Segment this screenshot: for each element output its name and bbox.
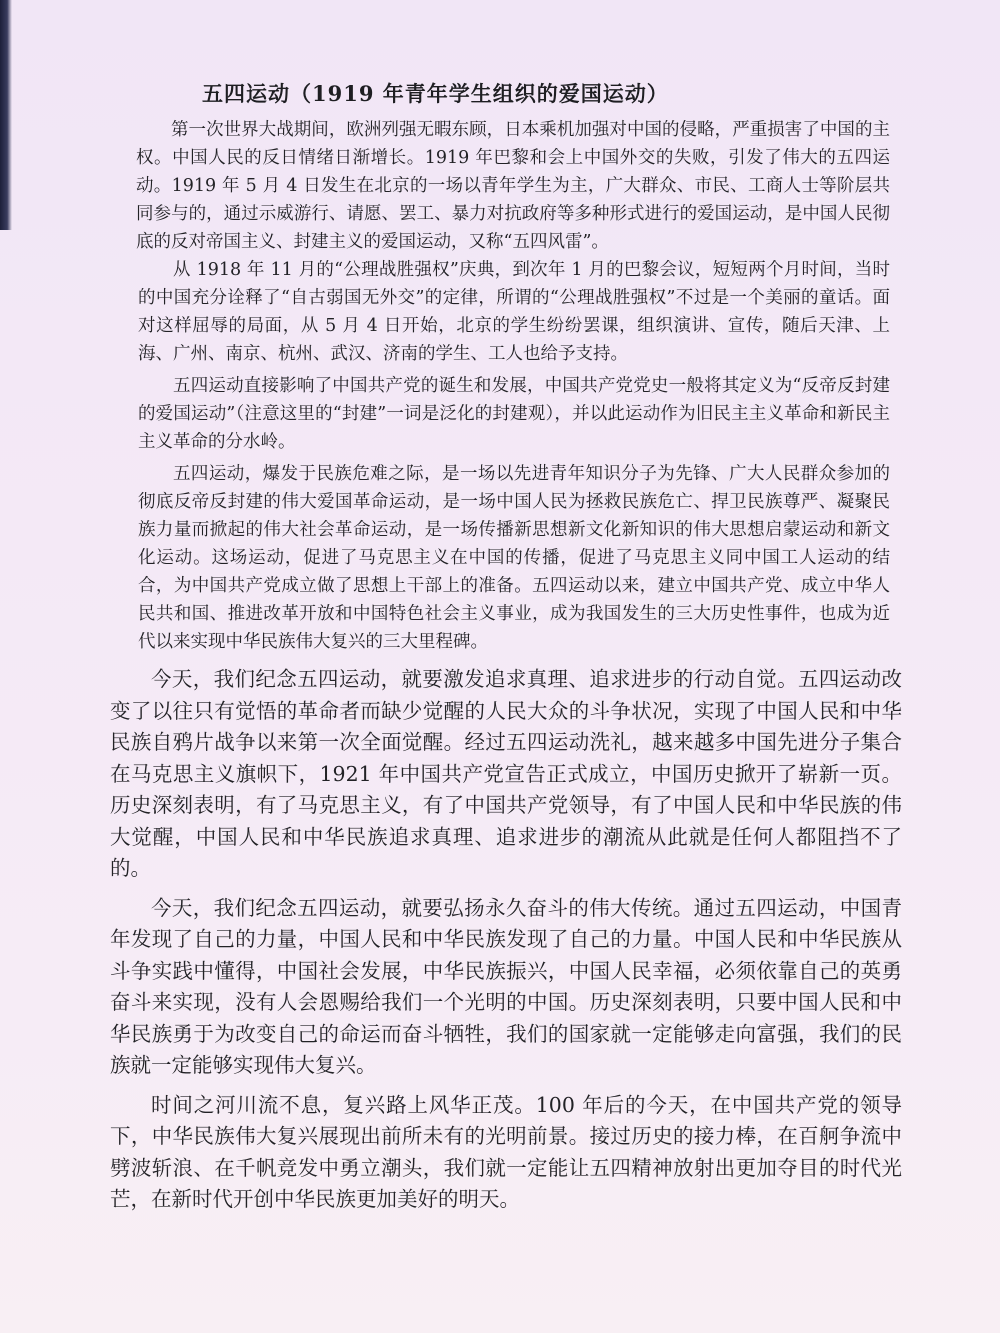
paragraph-5: 今天，我们纪念五四运动，就要激发追求真理、追求进步的行动自觉。五四运动改变了以往只有觉悟的革命者而缺少觉醒的人民大众的斗争状况，实现了中国人民和中华民族自鸦片战争以来第一次全面觉醒。经过五四运动洗礼，越来越多中国先进分子集合在马克思主义旗帜下，1921 年中国共产党宣告正式成立，中国历史掀开了崭新一页。历史深刻表明，有了马克思主义，有了中国共产党领导，有了中国人民和中华民族的伟大觉醒，中国人民和中华民族追求真理、追求进步的潮流从此就是任何人都阻挡不了的。 — [110, 667, 902, 880]
paragraph-4: 五四运动，爆发于民族危难之际，是一场以先进青年知识分子为先锋、广大人民群众参加的彻底反帝反封建的伟大爱国革命运动，是一场中国人民为拯救民族危亡、捍卫民族尊严、凝聚民族力量而掀起的伟大社会革命运动，是一场传播新思想新文化新知识的伟大思想启蒙运动和新文化运动。这场运动，促进了马克思主义在中国的传播，促进了马克思主义同中国工人运动的结合，为中国共产党成立做了思想上干部上的准备。五四运动以来，建立中国共产党、成立中华人民共和国、推进改革开放和中国特色社会主义事业，成为我国发生的三大历史性事件，也成为近代以来实现中华民族伟大复兴的三大里程碑。 — [138, 464, 890, 652]
paragraph-3: 五四运动直接影响了中国共产党的诞生和发展，中国共产党党史一般将其定义为“反帝反封建的爱国运动”（注意这里的“封建”一词是泛化的封建观），并以此运动作为旧民主主义革命和新民主主义革命的分水岭。 — [138, 376, 890, 452]
document-body — [110, 78, 910, 1216]
paragraph-7: 时间之河川流不息，复兴路上风华正茂。100 年后的今天，在中国共产党的领导下，中华民族伟大复兴展现出前所未有的光明前景。接过历史的接力棒，在百舸争流中劈波斩浪、在千帆竞发中勇立潮头，我们就一定能让五四精神放射出更加夺目的时代光芒，在新时代开创中华民族更加美好的明天。 — [110, 1092, 902, 1211]
paragraph-6: 今天，我们纪念五四运动，就要弘扬永久奋斗的伟大传统。通过五四运动，中国青年发现了自己的力量，中国人民和中华民族发现了自己的力量。中国人民和中华民族从斗争实践中懂得，中国社会发展，中华民族振兴，中国人民幸福，必须依靠自己的英勇奋斗来实现，没有人会恩赐给我们一个光明的中国。历史深刻表明，只要中国人民和中华民族勇于为改变自己的命运而奋斗牺牲，我们的国家就一定能够走向富强，我们的民族就一定能够实现伟大复兴。 — [110, 895, 902, 1077]
paragraph-1: 第一次世界大战期间，欧洲列强无暇东顾，日本乘机加强对中国的侵略，严重损害了中国的主权。中国人民的反日情绪日渐增长。1919 年巴黎和会上中国外交的失败，引发了伟大的五四运动。1919 年 5 月 4 日发生在北京的一场以青年学生为主，广大群众、市民、工商人士等阶层共同参与的，通过示威游行、请愿、罢工、暴力对抗政府等多种形式进行的爱国运动，是中国人民彻底的反对帝国主义、封建主义的爱国运动，又称“五四风雷”。 — [136, 120, 890, 252]
paragraph-2: 从 1918 年 11 月的“公理战胜强权”庆典，到次年 1 月的巴黎会议，短短两个月时间，当时的中国充分诠释了“自古弱国无外交”的定律，所谓的“公理战胜强权”不过是一个美丽的童话。面对这样屈辱的局面，从 5 月 4 日开始，北京的学生纷纷罢课，组织演讲、宣传，随后天津、上海、广州、南京、杭州、武汉、济南的学生、工人也给予支持。 — [138, 260, 890, 364]
document-title: 五四运动（1919 年青年学生组织的爱国运动） — [202, 81, 669, 106]
binder-edge — [0, 0, 12, 230]
